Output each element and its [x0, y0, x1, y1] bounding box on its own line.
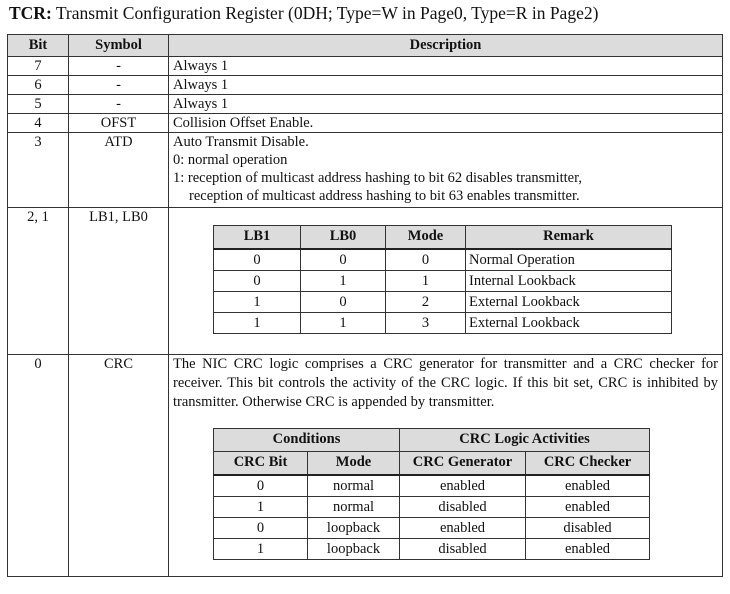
description-cell	[169, 355, 723, 577]
loopback-cell: External Lookback	[466, 292, 672, 313]
crc-cell: enabled	[526, 475, 650, 497]
crc-row	[214, 497, 650, 518]
loopback-cell: 2	[386, 292, 466, 313]
atd-line: Auto Transmit Disable.	[173, 134, 309, 150]
crc-cell: normal	[308, 497, 400, 518]
loopback-cell: 1	[214, 292, 301, 313]
loopback-header: LB0	[301, 226, 386, 250]
bit-cell: 6	[8, 76, 69, 95]
crc-row	[214, 539, 650, 560]
crc-cell: 1	[214, 497, 308, 518]
crc-table	[213, 428, 650, 560]
crc-header: CRC Checker	[526, 452, 650, 476]
crc-cell: loopback	[308, 539, 400, 560]
symbol-cell: -	[69, 95, 169, 114]
crc-cell: 0	[214, 518, 308, 539]
table-row-lb	[8, 208, 723, 355]
atd-line: reception of multicast address hashing to bit 63 enables transmitter.	[189, 188, 580, 204]
register-description: Transmit Configuration Register (0DH; Type=W in Page0, Type=R in Page2)	[51, 3, 599, 23]
loopback-cell: 0	[301, 292, 386, 313]
crc-cell: normal	[308, 475, 400, 497]
crc-cell: disabled	[400, 539, 526, 560]
description-cell: Collision Offset Enable.	[169, 114, 723, 133]
symbol-cell: CRC	[69, 355, 169, 577]
loopback-cell: 0	[214, 249, 301, 271]
symbol-cell: -	[69, 76, 169, 95]
loopback-cell: External Lookback	[466, 313, 672, 334]
description-cell	[169, 208, 723, 355]
loopback-row	[214, 249, 672, 271]
description-cell: Always 1	[169, 57, 723, 76]
loopback-header: LB1	[214, 226, 301, 250]
crc-row	[214, 475, 650, 497]
table-row-atd	[8, 133, 723, 208]
page-title	[9, 3, 598, 24]
bit-cell: 0	[8, 355, 69, 577]
symbol-cell: LB1, LB0	[69, 208, 169, 355]
loopback-header-row	[214, 226, 672, 250]
crc-paragraph: The NIC CRC logic comprises a CRC generator for transmitter and a CRC checker for receiver. This bit controls the activity of the CRC logic. If this bit set, CRC is inhibited by transmitter. Otherwise CRC is appended by transmitter.	[173, 356, 718, 410]
loopback-cell: Internal Lookback	[466, 271, 672, 292]
crc-cell: enabled	[400, 518, 526, 539]
crc-cell: enabled	[526, 539, 650, 560]
header-symbol: Symbol	[69, 35, 169, 57]
crc-cell: enabled	[526, 497, 650, 518]
crc-group-header: CRC Logic Activities	[400, 429, 650, 452]
loopback-cell: Normal Operation	[466, 249, 672, 271]
loopback-cell: 1	[214, 313, 301, 334]
crc-group-header-row	[214, 429, 650, 452]
loopback-cell: 1	[386, 271, 466, 292]
loopback-row	[214, 271, 672, 292]
register-name: TCR:	[9, 3, 52, 23]
symbol-cell: -	[69, 57, 169, 76]
loopback-cell: 3	[386, 313, 466, 334]
symbol-cell: OFST	[69, 114, 169, 133]
bit-cell: 7	[8, 57, 69, 76]
atd-line: 0: normal operation	[173, 152, 288, 168]
atd-line: 1: reception of multicast address hashing to bit 62 disables transmitter,	[173, 170, 582, 186]
crc-cell: disabled	[526, 518, 650, 539]
table-row	[8, 57, 723, 76]
table-row	[8, 76, 723, 95]
header-bit: Bit	[8, 35, 69, 57]
crc-cell: enabled	[400, 475, 526, 497]
description-cell: Always 1	[169, 76, 723, 95]
bit-cell: 5	[8, 95, 69, 114]
bit-cell: 3	[8, 133, 69, 208]
description-cell: Always 1	[169, 95, 723, 114]
crc-header: CRC Bit	[214, 452, 308, 476]
header-row	[8, 35, 723, 57]
crc-header-row	[214, 452, 650, 476]
symbol-cell: ATD	[69, 133, 169, 208]
crc-cell: 0	[214, 475, 308, 497]
loopback-cell: 0	[386, 249, 466, 271]
bit-cell: 4	[8, 114, 69, 133]
crc-header: CRC Generator	[400, 452, 526, 476]
loopback-header: Mode	[386, 226, 466, 250]
loopback-cell: 0	[301, 249, 386, 271]
table-row	[8, 95, 723, 114]
loopback-cell: 0	[214, 271, 301, 292]
loopback-cell: 1	[301, 313, 386, 334]
description-cell	[169, 133, 723, 208]
crc-cell: loopback	[308, 518, 400, 539]
crc-group-header: Conditions	[214, 429, 400, 452]
crc-header: Mode	[308, 452, 400, 476]
loopback-row	[214, 313, 672, 334]
table-row-crc	[8, 355, 723, 577]
loopback-row	[214, 292, 672, 313]
crc-row	[214, 518, 650, 539]
loopback-cell: 1	[301, 271, 386, 292]
crc-cell: disabled	[400, 497, 526, 518]
crc-cell: 1	[214, 539, 308, 560]
loopback-table	[213, 225, 672, 334]
table-row	[8, 114, 723, 133]
header-description: Description	[169, 35, 723, 57]
register-table	[7, 34, 723, 577]
loopback-header: Remark	[466, 226, 672, 250]
bit-cell: 2, 1	[8, 208, 69, 355]
